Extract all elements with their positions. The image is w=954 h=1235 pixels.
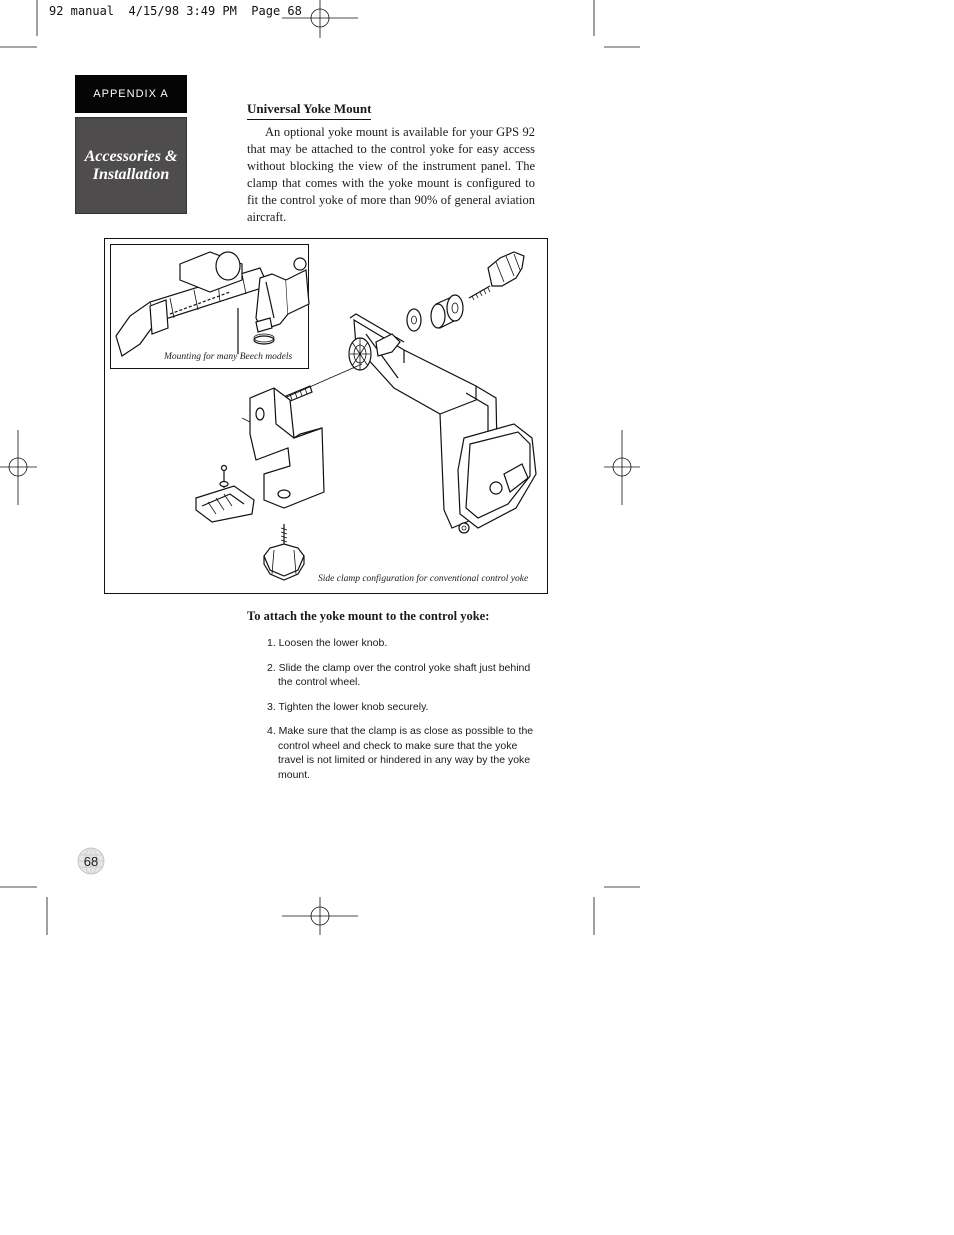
step-item: 3. Tighten the lower knob securely. xyxy=(267,700,429,713)
inset-caption: Mounting for many Beech models xyxy=(164,352,293,362)
figure-caption: Side clamp configuration for conventional control yoke xyxy=(318,574,529,584)
lower-knob-drawing xyxy=(264,524,304,580)
registration-mark-left xyxy=(0,430,37,505)
page-number: 68 xyxy=(83,853,99,869)
knob-assembly-drawing xyxy=(407,252,524,331)
screw-drawing xyxy=(280,364,362,402)
intro-paragraph: An optional yoke mount is available for your GPS 92 that may be attached to the control yoke for easy access without blocking the view of the instrument panel. The clamp that comes with the yoke mount is configured to fit the control yoke of more than 90% of general aviation aircraft. xyxy=(247,125,535,224)
beech-mount-illustration xyxy=(110,244,309,369)
appendix-tab xyxy=(75,75,187,113)
step-item: 2. Slide the clamp over the control yoke shaft just behind the control wheel. xyxy=(267,661,531,688)
step-item: 1. Loosen the lower knob. xyxy=(267,637,388,649)
side-clamp-drawing xyxy=(242,388,324,508)
registration-mark-bottom xyxy=(282,897,358,935)
section-title-box xyxy=(75,117,187,214)
clamp-pad-drawing xyxy=(196,466,254,523)
step-item: 4. Make sure that the clamp is as close as possible to the control wheel and check to make sure that the yoke travel is not limited or hindered in any way by the yoke mount. xyxy=(267,725,534,781)
steps-heading: To attach the yoke mount to the control yoke: xyxy=(247,609,490,623)
appendix-label: APPENDIX A xyxy=(93,88,169,100)
section-title-line1: Accessories & xyxy=(84,147,178,165)
section-heading: Universal Yoke Mount xyxy=(247,101,371,120)
registration-mark-right xyxy=(604,430,640,505)
print-slug-line: 92 manual 4/15/98 3:49 PM Page 68 xyxy=(49,4,302,18)
steps-list xyxy=(267,636,537,792)
section-title-line2: Installation xyxy=(92,165,170,183)
